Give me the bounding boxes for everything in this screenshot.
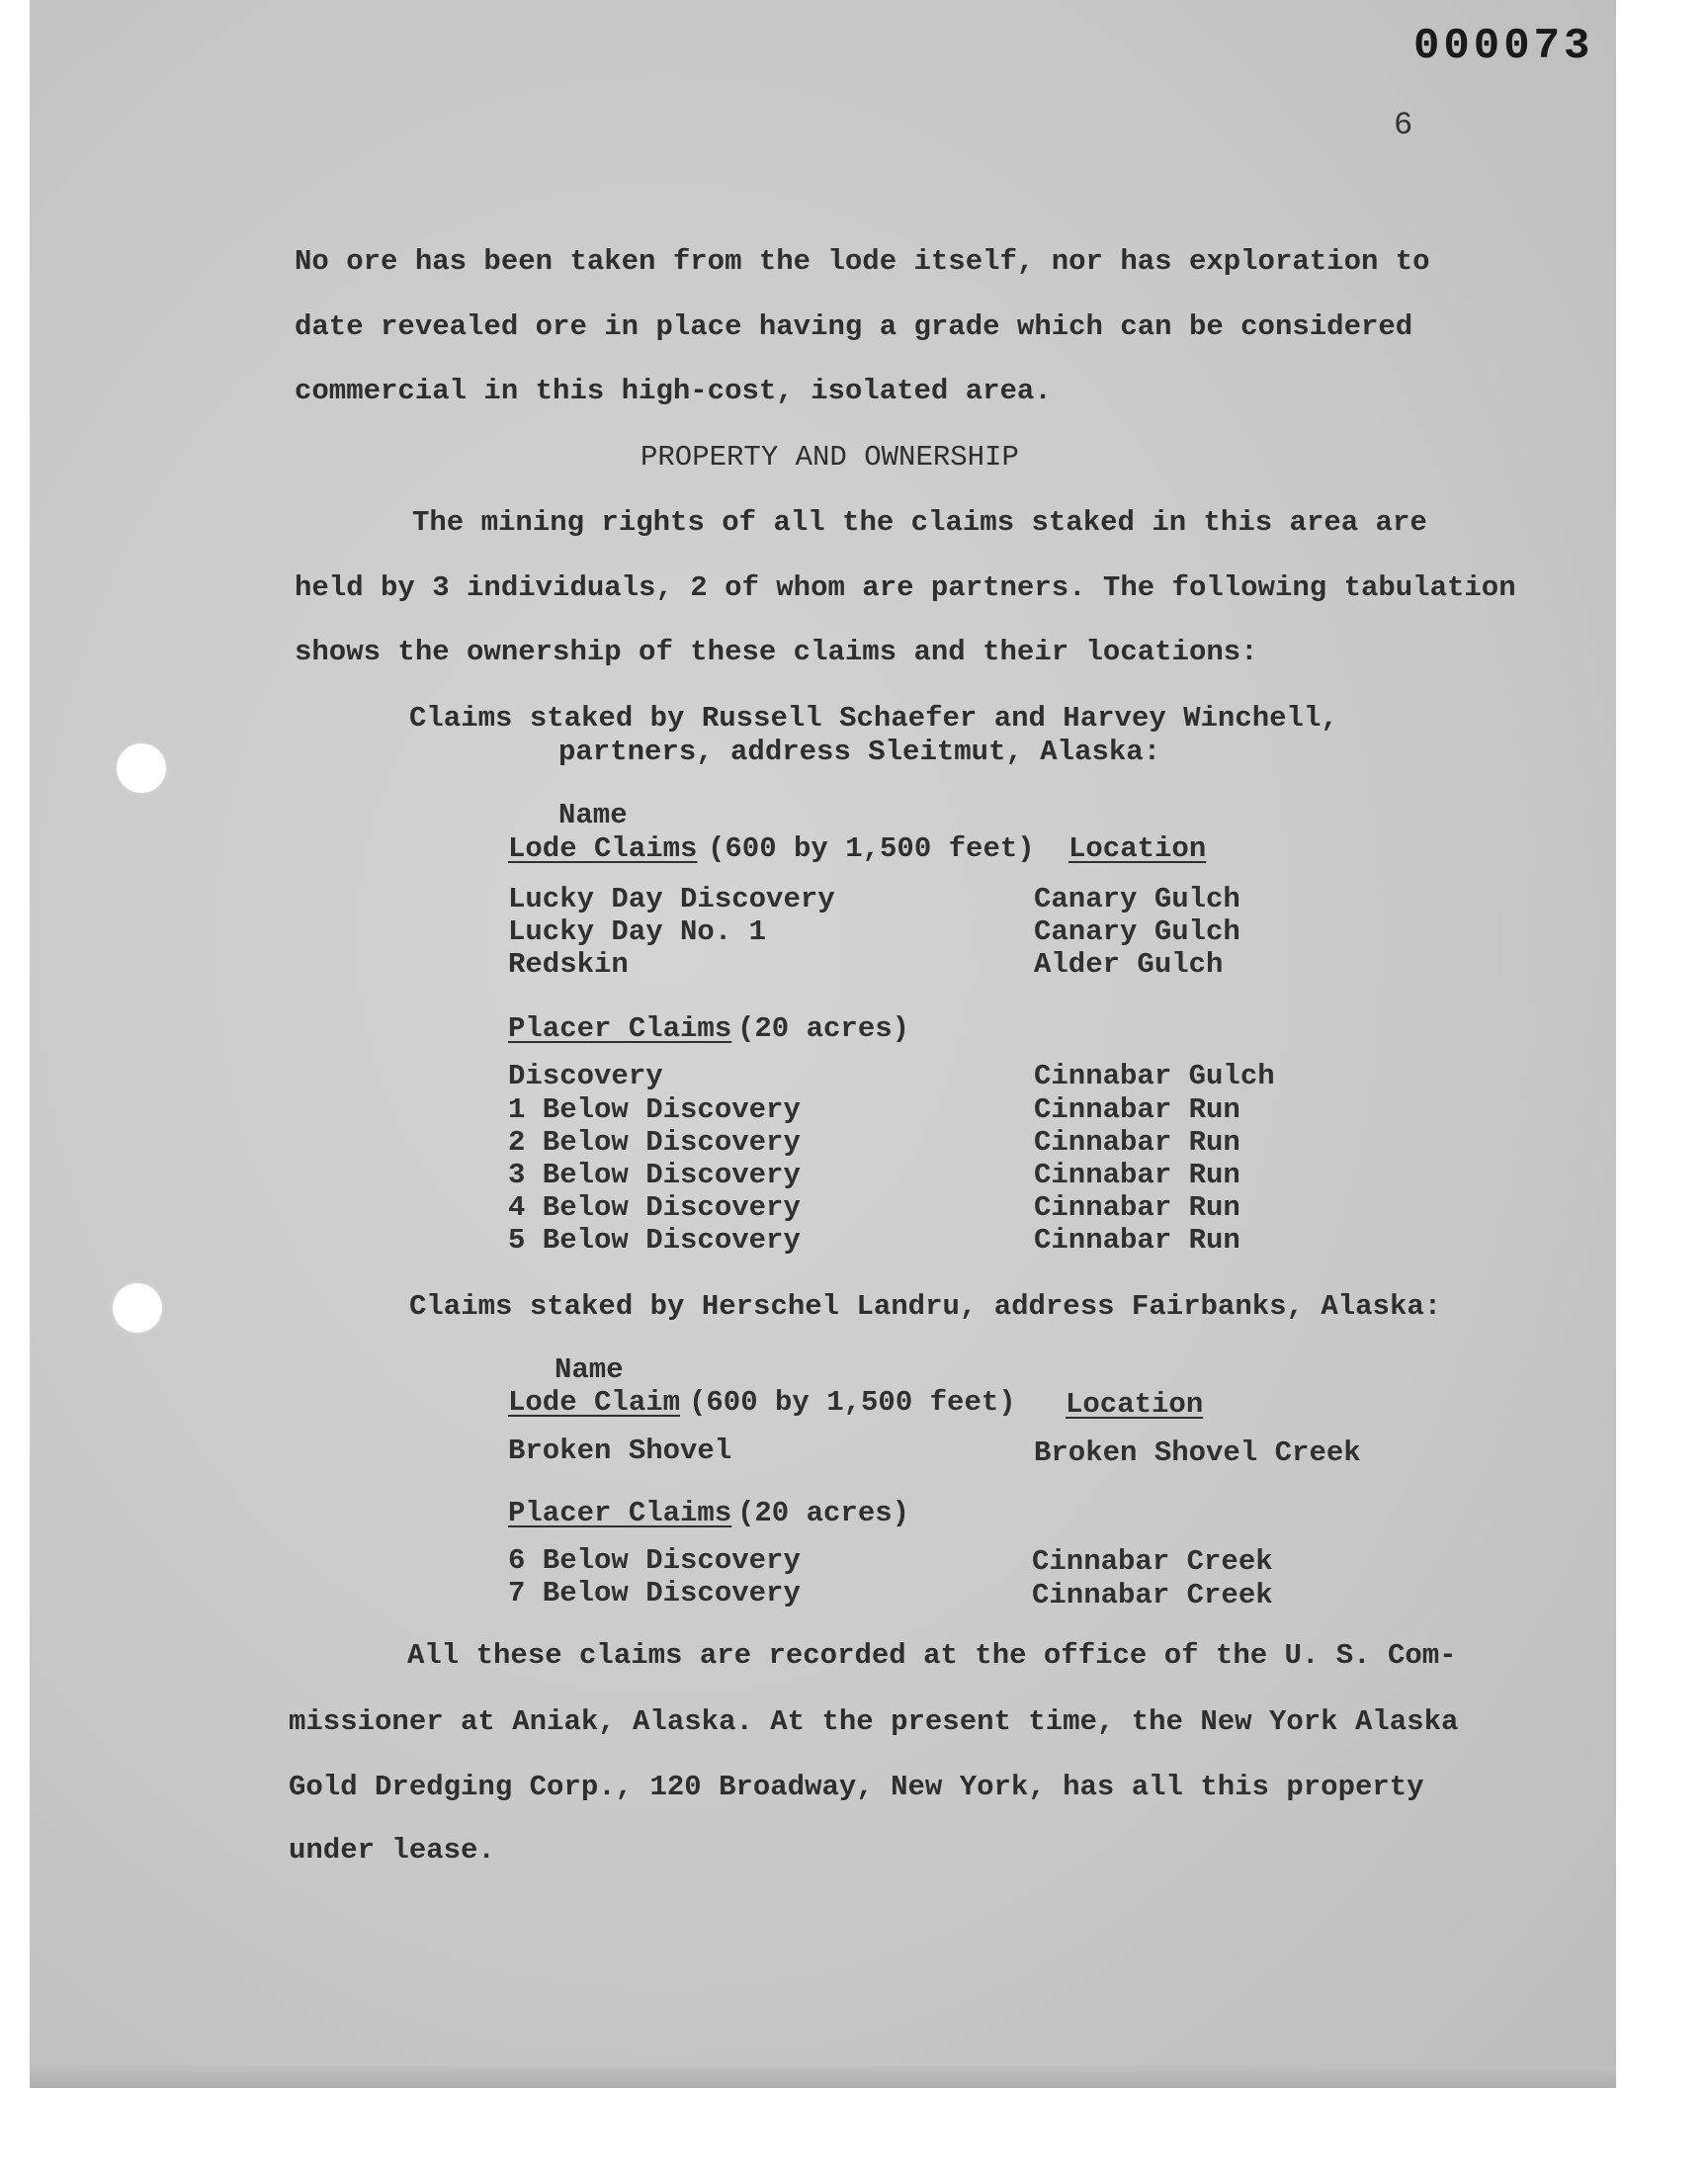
claim-location: Cinnabar Run xyxy=(1034,1159,1240,1191)
claim-location: Cinnabar Creek xyxy=(1032,1545,1273,1578)
lode-claim-title: Lode Claim xyxy=(508,1386,681,1419)
location-header: Location xyxy=(1066,1388,1204,1421)
punch-hole-top xyxy=(117,743,166,793)
lode-claim-size: (600 by 1,500 feet) xyxy=(689,1386,1016,1419)
claim-name: Discovery xyxy=(508,1060,663,1092)
claim-name: Lucky Day Discovery xyxy=(508,883,835,915)
page-number: 6 xyxy=(1394,107,1413,143)
claim-location: Cinnabar Gulch xyxy=(1034,1060,1275,1092)
claim-location: Cinnabar Run xyxy=(1034,1126,1240,1159)
claim-location: Alder Gulch xyxy=(1034,948,1224,981)
group2-intro-line: Claims staked by Herschel Landru, address Fairbanks, Alaska: xyxy=(409,1290,1442,1323)
lode-claims-title: Lode Claims xyxy=(508,832,698,865)
ownership-line: shows the ownership of these claims and their locations: xyxy=(295,636,1258,668)
lode-claims-size: (600 by 1,500 feet) xyxy=(708,832,1035,865)
name-label: Name xyxy=(558,799,628,831)
claim-name: Redskin xyxy=(508,948,629,981)
document-stamp-number: 000073 xyxy=(1413,22,1594,71)
claim-name: 6 Below Discovery xyxy=(508,1544,801,1577)
intro-line: No ore has been taken from the lode itself, nor has exploration to xyxy=(295,245,1430,278)
placer-claims-size: (20 acres) xyxy=(737,1497,910,1529)
closing-line: missioner at Aniak, Alaska. At the present time, the New York Alaska xyxy=(289,1705,1459,1738)
claim-location: Canary Gulch xyxy=(1034,915,1240,948)
claim-location: Broken Shovel Creek xyxy=(1034,1436,1361,1469)
placer-claims-title: Placer Claims xyxy=(508,1497,732,1529)
claim-location: Canary Gulch xyxy=(1034,883,1240,915)
ownership-line: The mining rights of all the claims staked in this area are xyxy=(412,506,1427,539)
page-bottom-edge xyxy=(30,2066,1616,2088)
claim-location: Cinnabar Creek xyxy=(1032,1579,1273,1611)
placer-claims-size: (20 acres) xyxy=(737,1012,910,1045)
name-label: Name xyxy=(555,1353,624,1386)
claim-name: 7 Below Discovery xyxy=(508,1577,801,1610)
claim-name: 2 Below Discovery xyxy=(508,1126,801,1159)
closing-line: All these claims are recorded at the office of the U. S. Com- xyxy=(407,1639,1457,1672)
closing-line: under lease. xyxy=(289,1834,495,1867)
ownership-line: held by 3 individuals, 2 of whom are partners. The following tabulation xyxy=(295,571,1516,604)
claim-name: 1 Below Discovery xyxy=(508,1093,801,1126)
group1-intro-line: Claims staked by Russell Schaefer and Harvey Winchell, xyxy=(409,702,1338,735)
claim-name: 3 Below Discovery xyxy=(508,1159,801,1191)
claim-name: Broken Shovel xyxy=(508,1435,732,1467)
claim-location: Cinnabar Run xyxy=(1034,1191,1240,1224)
group1-intro-line: partners, address Sleitmut, Alaska: xyxy=(558,736,1161,768)
claim-name: 5 Below Discovery xyxy=(508,1224,801,1257)
section-heading: PROPERTY AND OWNERSHIP xyxy=(640,441,1019,474)
punch-hole-bottom xyxy=(113,1283,162,1333)
intro-line: date revealed ore in place having a grade which can be considered xyxy=(295,310,1413,343)
closing-line: Gold Dredging Corp., 120 Broadway, New York, has all this property xyxy=(289,1771,1424,1803)
claim-name: Lucky Day No. 1 xyxy=(508,915,767,948)
location-header: Location xyxy=(1068,832,1207,865)
claim-location: Cinnabar Run xyxy=(1034,1224,1240,1257)
claim-location: Cinnabar Run xyxy=(1034,1093,1240,1126)
placer-claims-title: Placer Claims xyxy=(508,1012,732,1045)
claim-name: 4 Below Discovery xyxy=(508,1191,801,1224)
intro-line: commercial in this high-cost, isolated area. xyxy=(295,375,1052,407)
